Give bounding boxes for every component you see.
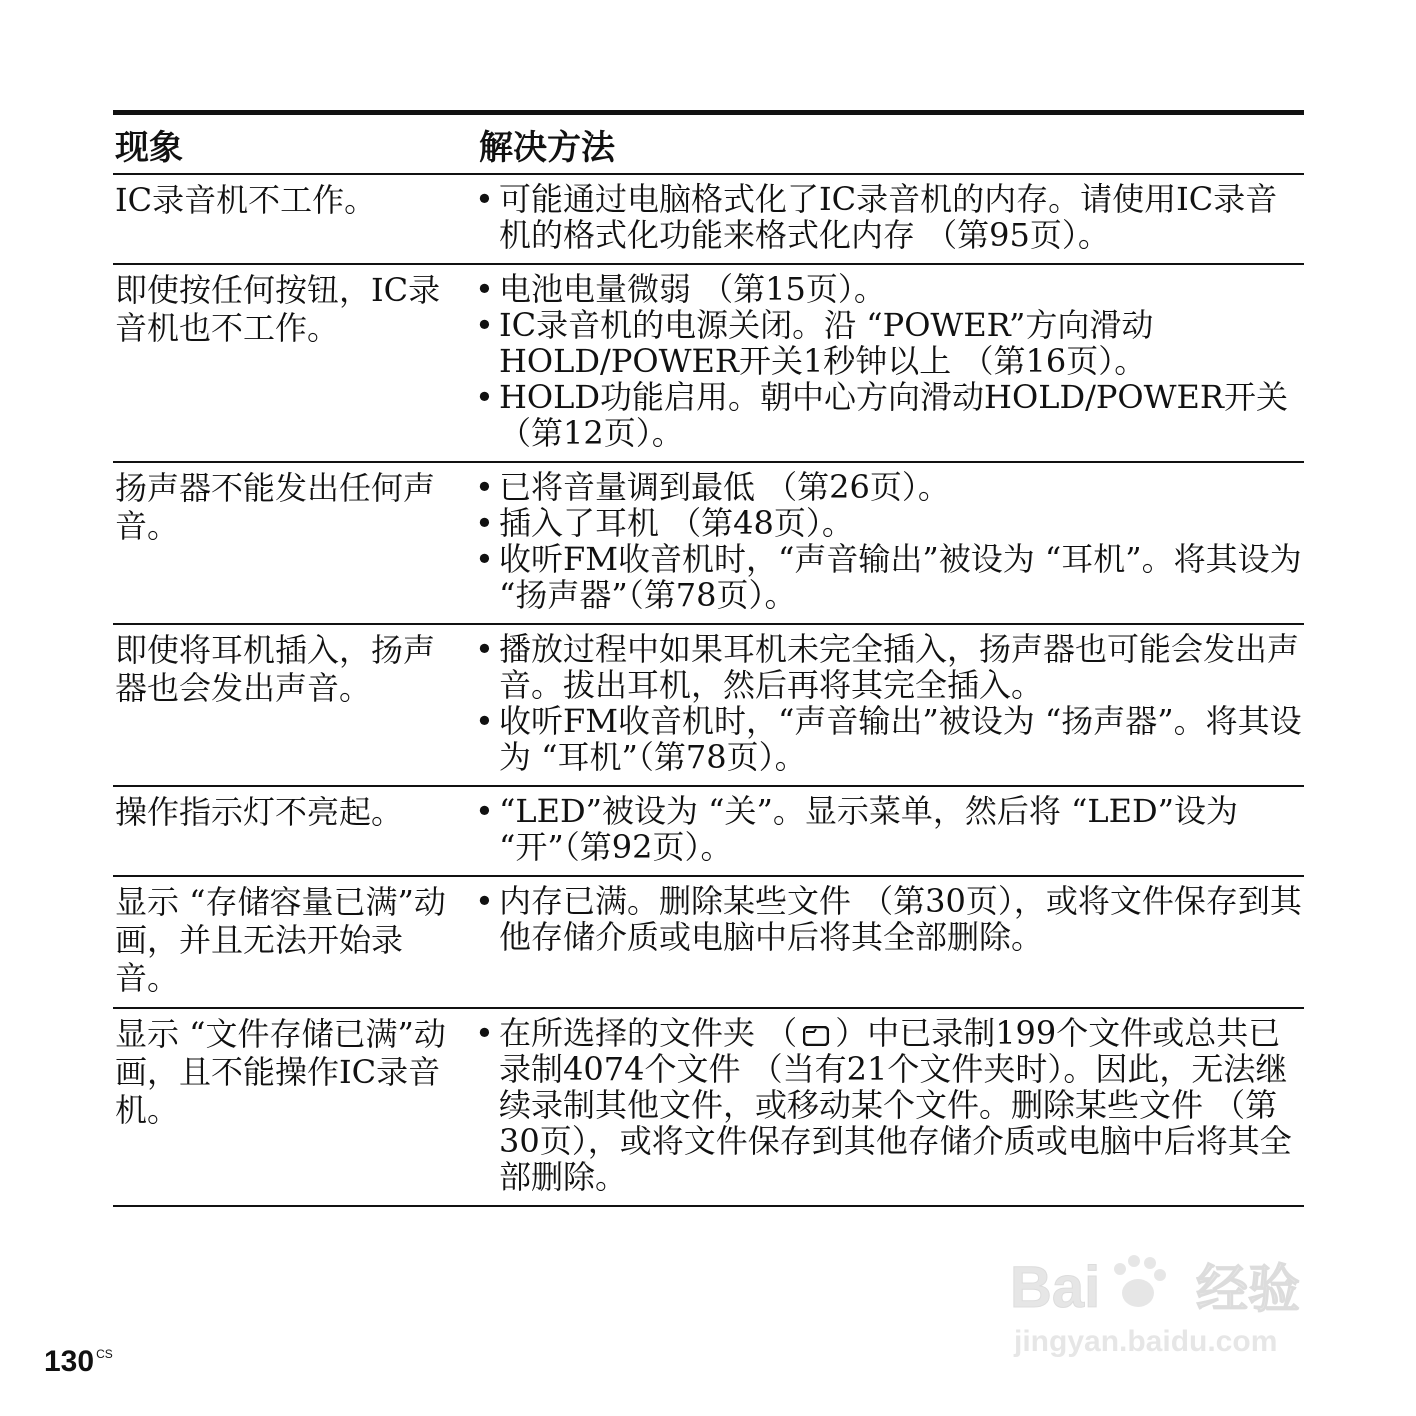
table-row bbox=[113, 1009, 1304, 1207]
baidu-watermark bbox=[1000, 1245, 1340, 1365]
troubleshooting-table bbox=[113, 110, 1304, 1207]
solution-item: • 可能通过电脑格式化了IC录音机的内存。请使用IC录音机的格式化功能来格式化内存 （第95页）。 bbox=[475, 181, 1304, 253]
solution-item: • 播放过程中如果耳机未完全插入，扬声器也可能会发出声音。拔出耳机，然后再将其完全插入。 bbox=[475, 631, 1304, 703]
table-row bbox=[113, 625, 1304, 787]
watermark-brand: Bai bbox=[1010, 1255, 1101, 1320]
table-row bbox=[113, 787, 1304, 877]
solution-item: • IC录音机的电源关闭。沿 “POWER”方向滑动HOLD/POWER开关1秒钟以上 （第16页）。 bbox=[475, 307, 1304, 379]
solution-item: • HOLD功能启用。朝中心方向滑动HOLD/POWER开关（第12页）。 bbox=[475, 379, 1304, 451]
solution-cell bbox=[475, 631, 1304, 775]
table-header bbox=[113, 115, 1304, 175]
symptom-cell: IC录音机不工作。 bbox=[115, 181, 377, 219]
solution-cell bbox=[475, 181, 1304, 253]
solution-cell bbox=[475, 469, 1304, 613]
solution-item: • 已将音量调到最低 （第26页）。 bbox=[475, 469, 1304, 505]
symptom-cell: 操作指示灯不亮起。 bbox=[115, 793, 404, 831]
table-row bbox=[113, 265, 1304, 463]
folder-icon bbox=[803, 1017, 829, 1037]
header-solution: 解决方法 bbox=[479, 127, 615, 168]
solution-cell bbox=[475, 883, 1304, 997]
page-number-suffix: CS bbox=[96, 1347, 113, 1361]
page-number-value: 130 bbox=[44, 1345, 95, 1378]
symptom-cell: 显示 “存储容量已满”动画，并且无法开始录音。 bbox=[115, 883, 446, 997]
solution-cell bbox=[475, 1015, 1304, 1195]
solution-item bbox=[475, 1015, 1304, 1195]
symptom-cell: 即使按任何按钮，IC录音机也不工作。 bbox=[115, 271, 441, 347]
solution-item: • 收听FM收音机时，“声音输出”被设为 “耳机”。将其设为 “扬声器”（第78页）。 bbox=[475, 541, 1304, 613]
table-row bbox=[113, 463, 1304, 625]
solution-item: • 内存已满。删除某些文件 （第30页），或将文件保存到其他存储介质或电脑中后将其全部删除。 bbox=[475, 883, 1304, 955]
solution-cell bbox=[475, 793, 1304, 865]
header-symptom: 现象 bbox=[115, 127, 183, 168]
watermark-url: jingyan.baidu.com bbox=[1014, 1325, 1278, 1358]
solution-item: • 电池电量微弱 （第15页）。 bbox=[475, 271, 1304, 307]
page-number bbox=[44, 1345, 113, 1379]
solution-item: • “LED”被设为 “关”。显示菜单，然后将 “LED”设为 “开”（第92页）。 bbox=[475, 793, 1304, 865]
table-row bbox=[113, 175, 1304, 265]
solution-item: • 收听FM收音机时，“声音输出”被设为 “扬声器”。将其设为 “耳机”（第78页）。 bbox=[475, 703, 1304, 775]
solution-text-after-icon: ）中已录制199个文件或总共已录制4074个文件 （当有21个文件夹时）。因此，无法继续录制其他文件，或移动某个文件。删除某些文件 （第30页），或将文件保存到其他存储介质或电脑中后将其全部删除。 bbox=[499, 1014, 1292, 1196]
solution-cell bbox=[475, 271, 1304, 451]
watermark-brand-cn: 经验 bbox=[1196, 1260, 1301, 1320]
solution-text-before-icon: 在所选择的文件夹 （ bbox=[499, 1014, 798, 1052]
solution-item: • 插入了耳机 （第48页）。 bbox=[475, 505, 1304, 541]
symptom-cell: 即使将耳机插入，扬声器也会发出声音。 bbox=[115, 631, 436, 707]
symptom-cell: 扬声器不能发出任何声音。 bbox=[115, 469, 436, 545]
symptom-cell: 显示 “文件存储已满”动画，且不能操作IC录音机。 bbox=[115, 1015, 446, 1129]
paw-icon bbox=[1114, 1255, 1166, 1307]
table-row bbox=[113, 877, 1304, 1009]
